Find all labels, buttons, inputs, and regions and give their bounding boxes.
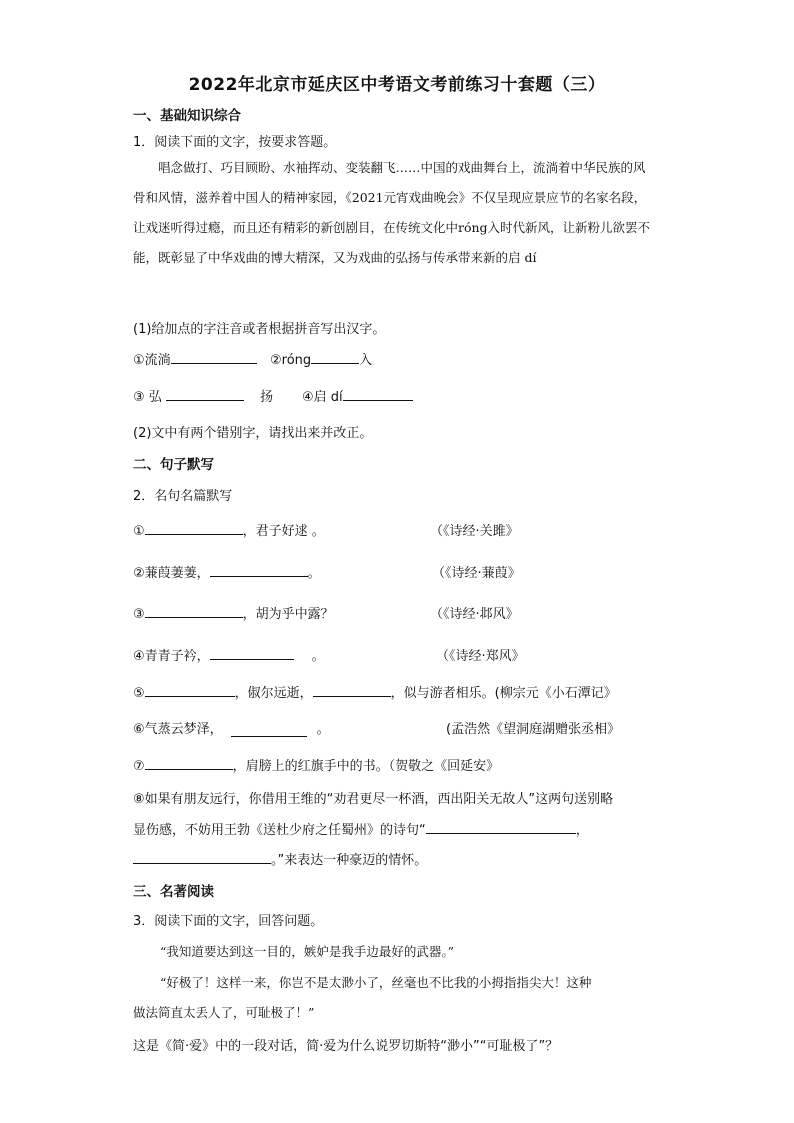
- line-text: ，俶尔远逝，: [234, 686, 313, 701]
- line-text: ，似与游者相乐。(柳宗元《小石潭记》: [390, 686, 617, 701]
- answer-blank[interactable]: [210, 645, 294, 660]
- recitation-line-7: [133, 755, 499, 774]
- quote-2-line-1: “好极了！这样一来，你岂不是太渺小了，丝毫也不比我的小拇指指尖大！这种: [160, 975, 592, 990]
- section-heading-basics: 一、基础知识综合: [133, 108, 241, 124]
- answer-blank[interactable]: [145, 755, 233, 770]
- question-1-item-3: [133, 386, 273, 405]
- line-prefix: ④青青子衿，: [133, 649, 210, 664]
- recitation-line-8b: [133, 819, 589, 838]
- recitation-line-6: [133, 718, 330, 737]
- source-6: (孟浩然《望洞庭湖赠张丞相》: [446, 722, 621, 737]
- answer-blank[interactable]: [311, 349, 359, 364]
- item-3-suffix: 扬: [260, 390, 274, 405]
- line-text: 。”来表达一种豪迈的情怀。: [271, 853, 428, 868]
- question-1-item-2: [270, 349, 372, 368]
- section-heading-reading: 三、名著阅读: [133, 884, 214, 900]
- answer-blank[interactable]: [166, 386, 244, 401]
- answer-blank[interactable]: [343, 386, 413, 401]
- recitation-line-8c: [133, 849, 427, 868]
- recitation-line-1: [133, 520, 325, 539]
- item-3-label: ③ 弘: [133, 390, 162, 405]
- recitation-line-3: [133, 603, 334, 622]
- quote-2-line-2: 做法简直太丢人了，可耻极了！”: [133, 1005, 315, 1020]
- question-3-stem: 3．阅读下面的文字，回答问题。: [133, 914, 324, 929]
- recitation-line-5: [133, 682, 617, 701]
- question-3-prompt: 这是《简·爱》中的一段对话，简·爱为什么说罗切斯特“渺小”“可耻极了”？: [133, 1039, 559, 1054]
- line-text: ，肩膀上的红旗手中的书。（贺敬之《回延安》: [232, 759, 500, 774]
- line-text: 。: [307, 566, 321, 581]
- answer-blank[interactable]: [171, 349, 257, 364]
- line-prefix: ⑥气蒸云梦泽，: [133, 722, 223, 737]
- answer-blank[interactable]: [426, 819, 576, 834]
- question-1-stem: 1．阅读下面的文字，按要求答题。: [133, 135, 337, 150]
- question-1-sub2: (2)文中有两个错别字，请找出来并改正。: [133, 426, 373, 441]
- line-text: 。: [316, 722, 330, 737]
- quote-1: “我知道要达到这一目的，嫉妒是我手边最好的武器。”: [160, 944, 455, 959]
- answer-blank[interactable]: [231, 722, 307, 737]
- question-1-passage: [133, 153, 653, 273]
- item-2-suffix: 入: [359, 353, 373, 368]
- line-text: ，君子好逑 。: [242, 524, 325, 539]
- answer-blank[interactable]: [210, 562, 308, 577]
- passage-text: 唱念做打、巧目顾盼、水袖挥动、变装翻飞……中国的戏曲舞台上，流淌着中华民族的风骨和风情，滋养着中国人的精神家园，《2021元宵戏曲晚会》不仅呈现应景应节的名家名段，让戏迷听得过瘾，而且还有精彩的新创剧目，在传统文化中róng入时代新风，让新粉儿欲罢不能，既彰显了中华戏曲的博大精深，又为戏曲的弘扬与传承带来新的启 dí: [133, 160, 651, 265]
- line-text: ，: [575, 823, 589, 838]
- recitation-line-4: [133, 645, 325, 664]
- line-text: 。: [311, 649, 325, 664]
- line-prefix: ①: [133, 524, 145, 539]
- item-2-label: ②róng: [270, 353, 312, 368]
- line-prefix: ③: [133, 607, 145, 622]
- source-4: （《诗经·郑风》: [436, 649, 525, 664]
- source-1: （《诗经·关雎》: [430, 524, 519, 539]
- question-1-sub1: (1)给加点的字注音或者根据拼音写出汉字。: [133, 322, 386, 337]
- question-2-stem: 2．名句名篇默写: [133, 489, 233, 504]
- answer-blank[interactable]: [145, 682, 235, 697]
- line-prefix: ⑦: [133, 759, 145, 774]
- answer-blank[interactable]: [145, 603, 243, 618]
- line-prefix: ②蒹葭萋萋，: [133, 566, 210, 581]
- source-2: （《诗经·蒹葭》: [432, 566, 521, 581]
- item-4-label: ④启 dí: [302, 390, 343, 405]
- question-1-item-1: [133, 349, 257, 368]
- answer-blank[interactable]: [313, 682, 391, 697]
- page-title: 2022年北京市延庆区中考语文考前练习十套题（三）: [188, 75, 606, 95]
- recitation-line-8a: ⑧如果有朋友远行，你借用王维的“劝君更尽一杯酒，西出阳关无故人”这两句送别略: [133, 792, 614, 807]
- line-text: ，胡为乎中露？: [242, 607, 334, 622]
- line-prefix: ⑤: [133, 686, 145, 701]
- recitation-line-2: [133, 562, 321, 581]
- answer-blank[interactable]: [145, 520, 243, 535]
- line-text: 显伤感，不妨用王勃《送杜少府之任蜀州》的诗句“: [133, 823, 426, 838]
- section-heading-recitation: 二、句子默写: [133, 457, 214, 473]
- answer-blank[interactable]: [133, 849, 271, 864]
- item-1-label: ①流淌: [133, 353, 171, 368]
- question-1-item-4: [302, 386, 413, 405]
- source-3: （《诗经·邶风》: [430, 607, 519, 622]
